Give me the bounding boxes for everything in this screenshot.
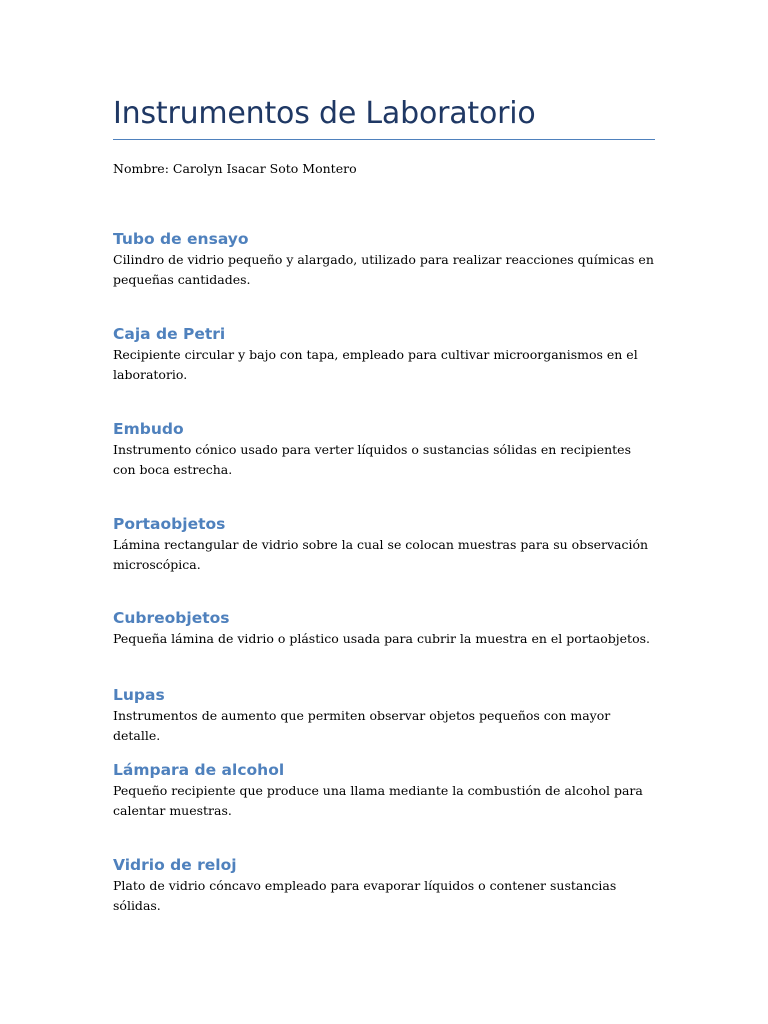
entry-description: Recipiente circular y bajo con tapa, empleado para cultivar microorganismos en el laboratorio. bbox=[113, 347, 638, 382]
entry-lampara-de-alcohol bbox=[113, 759, 655, 821]
entry-heading: Lupas bbox=[113, 686, 165, 704]
title-underline-rule bbox=[113, 139, 655, 140]
document-title: Instrumentos de Laboratorio bbox=[113, 96, 536, 131]
entry-heading: Caja de Petri bbox=[113, 325, 226, 343]
entry-heading: Lámpara de alcohol bbox=[113, 761, 285, 779]
author-name-line: Nombre: Carolyn Isacar Soto Montero bbox=[113, 161, 357, 176]
entry-description: Pequeña lámina de vidrio o plástico usada para cubrir la muestra en el portaobjetos. bbox=[113, 631, 650, 646]
entry-heading: Vidrio de reloj bbox=[113, 856, 237, 874]
entry-description: Pequeño recipiente que produce una llama mediante la combustión de alcohol para calentar muestras. bbox=[113, 783, 643, 818]
entry-caja-de-petri bbox=[113, 323, 655, 385]
entry-tubo-de-ensayo bbox=[113, 228, 655, 290]
entry-description: Instrumentos de aumento que permiten observar objetos pequeños con mayor detalle. bbox=[113, 708, 611, 743]
entry-description: Cilindro de vidrio pequeño y alargado, utilizado para realizar reacciones químicas en pequeñas cantidades. bbox=[113, 252, 654, 287]
entry-heading: Cubreobjetos bbox=[113, 609, 230, 627]
entry-heading: Embudo bbox=[113, 420, 184, 438]
entry-heading: Portaobjetos bbox=[113, 515, 226, 533]
entry-vidrio-de-reloj bbox=[113, 854, 655, 916]
entry-cubreobjetos bbox=[113, 607, 655, 649]
entry-lupas bbox=[113, 684, 655, 746]
entry-description: Instrumento cónico usado para verter líquidos o sustancias sólidas en recipientes con boca estrecha. bbox=[113, 442, 631, 477]
entry-portaobjetos bbox=[113, 513, 655, 575]
entry-embudo bbox=[113, 418, 655, 480]
entry-heading: Tubo de ensayo bbox=[113, 230, 249, 248]
entry-description: Lámina rectangular de vidrio sobre la cual se colocan muestras para su observación microscópica. bbox=[113, 537, 649, 572]
entry-description: Plato de vidrio cóncavo empleado para evaporar líquidos o contener sustancias sólidas. bbox=[113, 878, 617, 913]
